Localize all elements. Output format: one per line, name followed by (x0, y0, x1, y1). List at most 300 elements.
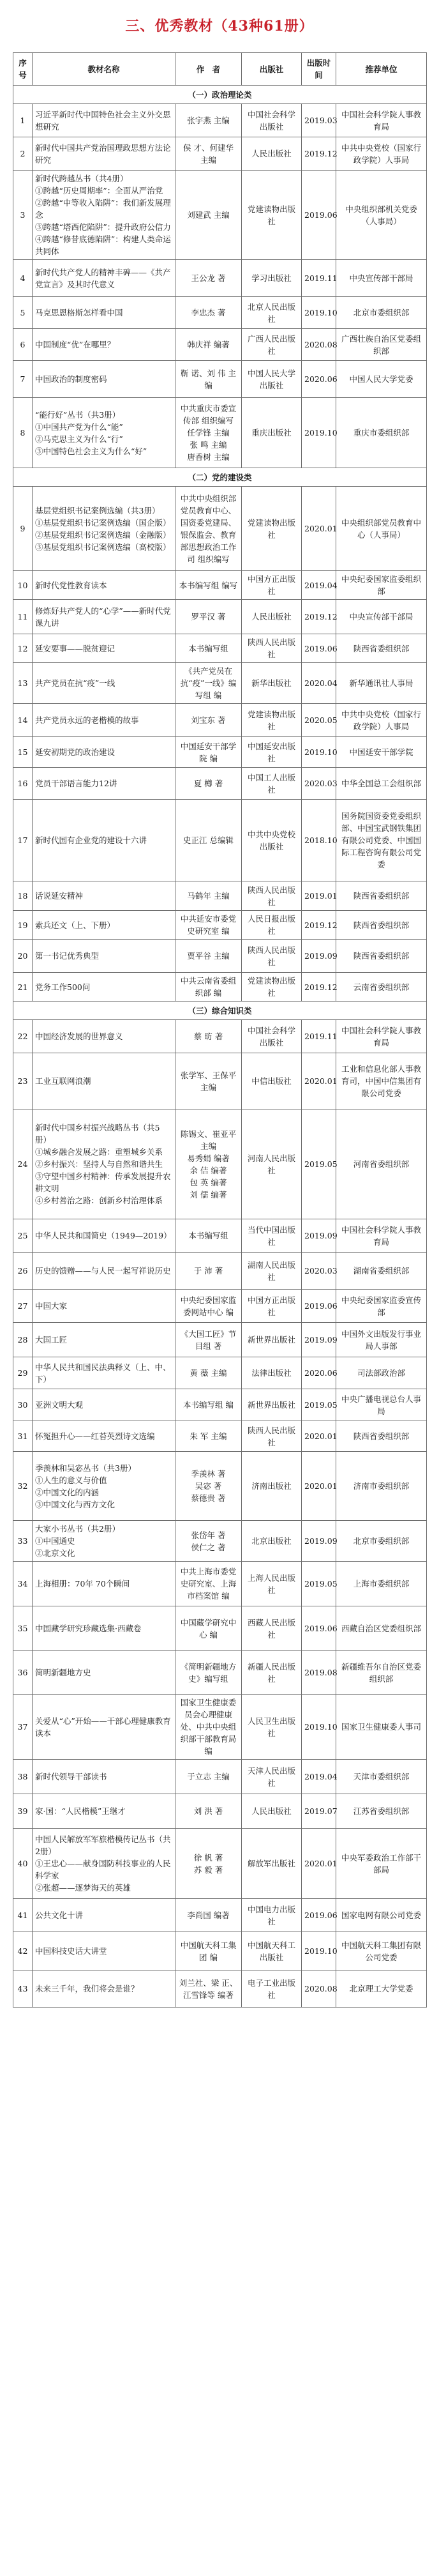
cell-no: 25 (13, 1219, 33, 1253)
cell-author: 徐 帆 著 苏 毅 著 (175, 1829, 242, 1899)
cell-author: 张学军、王保平 主编 (175, 1053, 242, 1109)
cell-name: 关爱从“心”开始——干部心理健康教育读本 (33, 1695, 175, 1760)
cell-date: 2019.01 (302, 881, 336, 911)
cell-recommender: 北京理工大学党委 (336, 1970, 427, 2008)
cell-date: 2020.01 (302, 1829, 336, 1899)
cell-recommender: 北京市委组织部 (336, 1521, 427, 1562)
cell-name: 上海相册：70年 70个瞬间 (33, 1562, 175, 1606)
table-row (13, 704, 427, 737)
cell-name: 中国科技史话大讲堂 (33, 1932, 175, 1970)
cell-no: 43 (13, 1970, 33, 2008)
cell-date: 2019.09 (302, 1219, 336, 1253)
section-label: （三）综合知识类 (13, 1002, 427, 1020)
table-row (13, 1521, 427, 1562)
cell-author: 夏 樽 著 (175, 768, 242, 800)
cell-author: 陈锡文、崔亚平 主编 易秀娟 编著 余 佶 编著 包 英 编著 刘 儒 编著 (175, 1109, 242, 1219)
books-table (13, 52, 427, 2008)
cell-publisher: 人民出版社 (242, 600, 302, 634)
cell-date: 2019.06 (302, 634, 336, 663)
cell-author: 中国延安干部学院 编 (175, 737, 242, 768)
cell-author: 中共上海市委党史研究室、上海市档案馆 编 (175, 1562, 242, 1606)
cell-no: 35 (13, 1606, 33, 1651)
cell-author: 刘兰社、梁 正、江雪锋等 编著 (175, 1970, 242, 2008)
cell-date: 2019.11 (302, 1020, 336, 1053)
cell-recommender: 北京市委组织部 (336, 297, 427, 329)
cell-recommender: 云南省委组织部 (336, 973, 427, 1002)
table-row (13, 1421, 427, 1452)
table-row (13, 600, 427, 634)
table-row (13, 1932, 427, 1970)
cell-recommender: 中国外文出版发行事业局人事部 (336, 1323, 427, 1357)
cell-recommender: 中央纪委国家监委宣传部 (336, 1290, 427, 1323)
cell-author: 朱 军 主编 (175, 1421, 242, 1452)
table-row (13, 297, 427, 329)
table-row (13, 171, 427, 260)
cell-recommender: 国家卫生健康委人事司 (336, 1695, 427, 1760)
cell-no: 18 (13, 881, 33, 911)
cell-date: 2020.04 (302, 663, 336, 704)
table-body (13, 86, 427, 2008)
cell-date: 2019.06 (302, 1290, 336, 1323)
cell-recommender: 中华全国总工会组织部 (336, 768, 427, 800)
table-row (13, 911, 427, 940)
cell-no: 12 (13, 634, 33, 663)
table-row (13, 1323, 427, 1357)
cell-name: 党员干部语言能力12讲 (33, 768, 175, 800)
cell-name: 第一书记优秀典型 (33, 940, 175, 973)
table-row (13, 973, 427, 1002)
cell-recommender: 新疆维吾尔自治区党委组织部 (336, 1651, 427, 1695)
cell-publisher: 党建读物出版社 (242, 704, 302, 737)
cell-no: 7 (13, 361, 33, 398)
cell-author: 张宇燕 主编 (175, 104, 242, 137)
cell-author: 靳 诺、刘 伟 主编 (175, 361, 242, 398)
cell-no: 26 (13, 1253, 33, 1290)
cell-publisher: 党建读物出版社 (242, 171, 302, 260)
cell-no: 33 (13, 1521, 33, 1562)
cell-author: 中共中央组织部党员教育中心、国资委党建局、银保监会、教育部思想政治工作司 组织编写 (175, 487, 242, 571)
cell-name: 新时代中国共产党治国理政思想方法论研究 (33, 137, 175, 171)
cell-author: 刘建武 主编 (175, 171, 242, 260)
cell-name: 简明新疆地方史 (33, 1651, 175, 1695)
table-row (13, 1695, 427, 1760)
cell-date: 2019.10 (302, 1932, 336, 1970)
cell-recommender: 陕西省委组织部 (336, 1421, 427, 1452)
cell-author: 本书编写组 (175, 634, 242, 663)
cell-name: 共产党员永远的老楷模的故事 (33, 704, 175, 737)
cell-recommender: 上海市委组织部 (336, 1562, 427, 1606)
cell-author: 马鹤年 主编 (175, 881, 242, 911)
header-publisher: 出版社 (242, 53, 302, 86)
table-row (13, 137, 427, 171)
table-row (13, 1760, 427, 1794)
cell-name: 话说延安精神 (33, 881, 175, 911)
cell-date: 2019.05 (302, 1389, 336, 1421)
cell-name: 新时代中国乡村振兴战略丛书（共5册） ①城乡融合发展之路：重塑城乡关系 ②乡村振兴：坚持人与自然和谐共生 ③守望中国乡村精神：传承发展提升农耕文明 ④乡村善治之路：创新乡村治理体系 (33, 1109, 175, 1219)
cell-publisher: 陕西人民出版社 (242, 1421, 302, 1452)
cell-no: 40 (13, 1829, 33, 1899)
cell-no: 8 (13, 398, 33, 468)
cell-no: 28 (13, 1323, 33, 1357)
cell-name: 习近平新时代中国特色社会主义外交思想研究 (33, 104, 175, 137)
cell-date: 2019.08 (302, 1651, 336, 1695)
cell-author: 韩庆祥 编著 (175, 329, 242, 361)
cell-no: 41 (13, 1899, 33, 1932)
cell-publisher: 电子工业出版社 (242, 1970, 302, 2008)
table-row (13, 1290, 427, 1323)
cell-name: 中国制度“优”在哪里？ (33, 329, 175, 361)
cell-author: 本书编写组 编写 (175, 571, 242, 600)
cell-recommender: 中国人民大学党委 (336, 361, 427, 398)
cell-date: 2020.01 (302, 1452, 336, 1521)
cell-recommender: 中国社会科学院人事教育局 (336, 1020, 427, 1053)
cell-author: 《共产党员在抗“疫”一线》编写组 编 (175, 663, 242, 704)
cell-author: 贾平谷 主编 (175, 940, 242, 973)
table-row (13, 1109, 427, 1219)
section-label: （二）党的建设类 (13, 468, 427, 487)
cell-publisher: 西藏人民出版社 (242, 1606, 302, 1651)
cell-name: 党务工作500问 (33, 973, 175, 1002)
cell-author: 中央纪委国家监委网站中心 编 (175, 1290, 242, 1323)
table-row (13, 487, 427, 571)
cell-no: 21 (13, 973, 33, 1002)
cell-name: 中国藏学研究珍藏选集·西藏卷 (33, 1606, 175, 1651)
cell-recommender: 中国延安干部学院 (336, 737, 427, 768)
cell-publisher: 广西人民出版社 (242, 329, 302, 361)
cell-date: 2018.10 (302, 800, 336, 881)
cell-date: 2020.06 (302, 361, 336, 398)
cell-recommender: 中央广播电视总台人事局 (336, 1389, 427, 1421)
cell-name: 大家小书丛书（共2册） ①中国通史 ②北京文化 (33, 1521, 175, 1562)
cell-date: 2019.10 (302, 297, 336, 329)
cell-no: 5 (13, 297, 33, 329)
cell-name: 新时代党性教育读本 (33, 571, 175, 600)
cell-date: 2020.01 (302, 1053, 336, 1109)
cell-name: 新时代国有企业党的建设十六讲 (33, 800, 175, 881)
cell-name: 家·国：“人民楷模”王继才 (33, 1794, 175, 1829)
section-label: （一）政治理论类 (13, 86, 427, 104)
cell-publisher: 天津人民出版社 (242, 1760, 302, 1794)
cell-no: 37 (13, 1695, 33, 1760)
table-row (13, 940, 427, 973)
cell-date: 2019.04 (302, 571, 336, 600)
cell-no: 29 (13, 1357, 33, 1389)
cell-date: 2019.09 (302, 940, 336, 973)
table-row (13, 1389, 427, 1421)
cell-name: 中华人民共和国简史（1949—2019） (33, 1219, 175, 1253)
cell-publisher: 中国方正出版社 (242, 1290, 302, 1323)
cell-no: 42 (13, 1932, 33, 1970)
cell-publisher: 中国社会科学出版社 (242, 104, 302, 137)
cell-author: 刘 洪 著 (175, 1794, 242, 1829)
cell-author: 本书编写组 编 (175, 1389, 242, 1421)
table-row (13, 104, 427, 137)
header-author: 作 者 (175, 53, 242, 86)
table-row (13, 571, 427, 600)
cell-recommender: 河南省委组织部 (336, 1109, 427, 1219)
cell-name: 历史的馈赠——与人民一起写祥说历史 (33, 1253, 175, 1290)
cell-recommender: 重庆市委组织部 (336, 398, 427, 468)
header-no: 序号 (13, 53, 33, 86)
cell-name: 工业互联网浪潮 (33, 1053, 175, 1109)
cell-name: “能行好”丛书（共3册） ①中国共产党为什么“能” ②马克思主义为什么“行” ③中国特色社会主义为什么“好” (33, 398, 175, 468)
table-row (13, 1452, 427, 1521)
cell-no: 22 (13, 1020, 33, 1053)
cell-date: 2020.08 (302, 1970, 336, 2008)
table-row (13, 800, 427, 881)
cell-recommender: 湖南省委组织部 (336, 1253, 427, 1290)
section-row (13, 86, 427, 104)
cell-no: 3 (13, 171, 33, 260)
cell-publisher: 中国航天科工出版社 (242, 1932, 302, 1970)
cell-no: 27 (13, 1290, 33, 1323)
cell-publisher: 陕西人民出版社 (242, 634, 302, 663)
cell-publisher: 陕西人民出版社 (242, 940, 302, 973)
cell-recommender: 济南市委组织部 (336, 1452, 427, 1521)
table-row (13, 329, 427, 361)
cell-publisher: 新华出版社 (242, 663, 302, 704)
cell-recommender: 工业和信息化部人事教育司，中国中信集团有限公司党委 (336, 1053, 427, 1109)
cell-author: 本书编写组 (175, 1219, 242, 1253)
table-row (13, 881, 427, 911)
table-row (13, 1970, 427, 2008)
cell-recommender: 西藏自治区党委组织部 (336, 1606, 427, 1651)
cell-publisher: 中国工人出版社 (242, 768, 302, 800)
header-name: 教材名称 (33, 53, 175, 86)
cell-author: 中共重庆市委宣传部 组织编写 任学锋 主编 张 鸣 主编 唐香树 主编 (175, 398, 242, 468)
cell-author: 罗平汉 著 (175, 600, 242, 634)
cell-author: 中共延安市委党史研究室 编 (175, 911, 242, 940)
cell-name: 索兵还文（上、下册） (33, 911, 175, 940)
cell-publisher: 人民出版社 (242, 1794, 302, 1829)
cell-name: 公共文化十讲 (33, 1899, 175, 1932)
header-recommender: 推荐单位 (336, 53, 427, 86)
cell-author: 侯 才、何建华 主编 (175, 137, 242, 171)
section-row (13, 468, 427, 487)
cell-author: 国家卫生健康委员会心理健康处、中共中央组织部干部教育局 编 (175, 1695, 242, 1760)
table-row (13, 1829, 427, 1899)
cell-name: 中国人民解放军军旅楷模传记丛书（共2册） ①王忠心——献身国防科技事业的人民科学家 ②张超——逐梦海天的英雄 (33, 1829, 175, 1899)
cell-date: 2019.10 (302, 737, 336, 768)
table-row (13, 1020, 427, 1053)
table-row (13, 1053, 427, 1109)
cell-date: 2019.07 (302, 1794, 336, 1829)
cell-name: 新时代共产党人的精神丰碑——《共产党宣言》及其时代意义 (33, 260, 175, 297)
table-row (13, 663, 427, 704)
cell-author: 蔡 昉 著 (175, 1020, 242, 1053)
cell-no: 11 (13, 600, 33, 634)
cell-publisher: 中国人民大学出版社 (242, 361, 302, 398)
cell-no: 14 (13, 704, 33, 737)
cell-recommender: 新华通讯社人事局 (336, 663, 427, 704)
cell-no: 19 (13, 911, 33, 940)
cell-name: 共产党员在抗“疫”一线 (33, 663, 175, 704)
cell-author: 中国藏学研究中心 编 (175, 1606, 242, 1651)
cell-name: 中国经济发展的世界意义 (33, 1020, 175, 1053)
cell-publisher: 陕西人民出版社 (242, 881, 302, 911)
cell-recommender: 广西壮族自治区党委组织部 (336, 329, 427, 361)
cell-no: 17 (13, 800, 33, 881)
cell-publisher: 当代中国出版社 (242, 1219, 302, 1253)
cell-recommender: 国务院国资委党委组织部、中国宝武钢铁集团有限公司党委、中国国际工程咨询有限公司党委 (336, 800, 427, 881)
cell-name: 马克思恩格斯怎样看中国 (33, 297, 175, 329)
cell-recommender: 天津市委组织部 (336, 1760, 427, 1794)
cell-recommender: 中央组织部党员教育中心（人事局） (336, 487, 427, 571)
cell-date: 2019.06 (302, 1606, 336, 1651)
table-row (13, 737, 427, 768)
cell-date: 2020.01 (302, 1421, 336, 1452)
table-row (13, 398, 427, 468)
page-title: 三、优秀教材（43种61册） (125, 18, 314, 34)
section-row (13, 1002, 427, 1020)
cell-no: 2 (13, 137, 33, 171)
cell-name: 大国工匠 (33, 1323, 175, 1357)
cell-author: 李忠杰 著 (175, 297, 242, 329)
cell-publisher: 上海人民出版社 (242, 1562, 302, 1606)
cell-recommender: 中央宣传部干部局 (336, 600, 427, 634)
cell-recommender: 中国社会科学院人事教育局 (336, 104, 427, 137)
cell-publisher: 中国方正出版社 (242, 571, 302, 600)
table-row (13, 634, 427, 663)
cell-date: 2019.03 (302, 104, 336, 137)
table-row (13, 1219, 427, 1253)
cell-date: 2019.06 (302, 1899, 336, 1932)
cell-recommender: 国家电网有限公司党委 (336, 1899, 427, 1932)
cell-no: 38 (13, 1760, 33, 1794)
cell-date: 2019.09 (302, 1323, 336, 1357)
table-row (13, 1794, 427, 1829)
table-row (13, 361, 427, 398)
cell-recommender: 中央宣传部干部局 (336, 260, 427, 297)
cell-no: 20 (13, 940, 33, 973)
cell-publisher: 新世界出版社 (242, 1389, 302, 1421)
header-row (13, 53, 427, 86)
cell-no: 16 (13, 768, 33, 800)
table-row (13, 1253, 427, 1290)
cell-author: 王公龙 著 (175, 260, 242, 297)
cell-recommender: 司法部政治部 (336, 1357, 427, 1389)
cell-publisher: 人民日报出版社 (242, 911, 302, 940)
cell-no: 6 (13, 329, 33, 361)
cell-author: 中共云南省委组织部 编 (175, 973, 242, 1002)
cell-publisher: 湖南人民出版社 (242, 1253, 302, 1290)
cell-name: 中国政治的制度密码 (33, 361, 175, 398)
cell-author: 《大国工匠》节目组 著 (175, 1323, 242, 1357)
cell-publisher: 中共中央党校出版社 (242, 800, 302, 881)
table-row (13, 1562, 427, 1606)
cell-date: 2019.12 (302, 137, 336, 171)
cell-recommender: 中央军委政治工作部干部局 (336, 1829, 427, 1899)
table-row (13, 1651, 427, 1695)
cell-date: 2019.12 (302, 600, 336, 634)
cell-no: 4 (13, 260, 33, 297)
cell-name: 新时代跨越丛书（共4册） ①跨越“历史周期率”：全面从严治党 ②跨越“中等收入陷阱”：我们新发展理念 ③跨越“塔西佗陷阱”：提升政府公信力 ④跨越“修昔底德陷阱”：构建人类命运共同体 (33, 171, 175, 260)
cell-publisher: 党建读物出版社 (242, 487, 302, 571)
cell-name: 延安要事——脱贫迎记 (33, 634, 175, 663)
cell-publisher: 中国社会科学出版社 (242, 1020, 302, 1053)
cell-name: 季羡林和吴宓丛书（共3册） ①人生的意义与价值 ②中国文化的内涵 ③中国文化与西方文化 (33, 1452, 175, 1521)
cell-date: 2019.10 (302, 398, 336, 468)
cell-no: 24 (13, 1109, 33, 1219)
cell-publisher: 中国电力出版社 (242, 1899, 302, 1932)
cell-name: 未来三千年，我们将会是谁？ (33, 1970, 175, 2008)
cell-no: 32 (13, 1452, 33, 1521)
cell-author: 黄 薇 主编 (175, 1357, 242, 1389)
cell-publisher: 重庆出版社 (242, 398, 302, 468)
cell-date: 2020.05 (302, 704, 336, 737)
cell-publisher: 学习出版社 (242, 260, 302, 297)
cell-recommender: 中央纪委国家监委组织部 (336, 571, 427, 600)
cell-date: 2019.05 (302, 1562, 336, 1606)
cell-recommender: 陕西省委组织部 (336, 634, 427, 663)
cell-date: 2019.05 (302, 1109, 336, 1219)
cell-no: 13 (13, 663, 33, 704)
cell-no: 30 (13, 1389, 33, 1421)
cell-name: 新时代领导干部读书 (33, 1760, 175, 1794)
table-row (13, 1357, 427, 1389)
cell-date: 2019.04 (302, 1760, 336, 1794)
cell-recommender: 陕西省委组织部 (336, 940, 427, 973)
cell-name: 延安初期党的政治建设 (33, 737, 175, 768)
cell-name: 怀冤担升心——红苔英烈诗文选编 (33, 1421, 175, 1452)
cell-date: 2019.06 (302, 171, 336, 260)
cell-author: 中国航天科工集团 编 (175, 1932, 242, 1970)
cell-no: 36 (13, 1651, 33, 1695)
cell-name: 修炼好共产党人的“心学”——新时代党课九讲 (33, 600, 175, 634)
cell-author: 史正江 总编辑 (175, 800, 242, 881)
cell-author: 于 沛 著 (175, 1253, 242, 1290)
cell-publisher: 新世界出版社 (242, 1323, 302, 1357)
cell-recommender: 中央组织部机关党委（人事局） (336, 171, 427, 260)
cell-no: 1 (13, 104, 33, 137)
cell-date: 2019.12 (302, 973, 336, 1002)
cell-no: 34 (13, 1562, 33, 1606)
cell-publisher: 中信出版社 (242, 1053, 302, 1109)
cell-date: 2020.03 (302, 768, 336, 800)
table-row (13, 1899, 427, 1932)
cell-recommender: 中国社会科学院人事教育局 (336, 1219, 427, 1253)
cell-publisher: 河南人民出版社 (242, 1109, 302, 1219)
cell-author: 《简明新疆地方史》编写组 (175, 1651, 242, 1695)
cell-author: 张岱年 著 侯仁之 著 (175, 1521, 242, 1562)
cell-publisher: 党建读物出版社 (242, 973, 302, 1002)
cell-publisher: 北京出版社 (242, 1521, 302, 1562)
cell-author: 刘宝东 著 (175, 704, 242, 737)
cell-recommender: 中共中央党校（国家行政学院）人事局 (336, 137, 427, 171)
cell-author: 李尚国 编著 (175, 1899, 242, 1932)
header-date: 出版时间 (302, 53, 336, 86)
cell-date: 2020.06 (302, 1357, 336, 1389)
cell-no: 31 (13, 1421, 33, 1452)
table-row (13, 768, 427, 800)
cell-name: 基层党组织书记案例选编（共3册） ①基层党组织书记案例选编（国企版） ②基层党组织书记案例选编（金融版） ③基层党组织书记案例选编（高校版） (33, 487, 175, 571)
cell-date: 2020.01 (302, 487, 336, 571)
cell-author: 于立志 主编 (175, 1760, 242, 1794)
table-row (13, 1606, 427, 1651)
cell-recommender: 中共中央党校（国家行政学院）人事局 (336, 704, 427, 737)
cell-name: 亚洲文明大观 (33, 1389, 175, 1421)
cell-recommender: 陕西省委组织部 (336, 881, 427, 911)
cell-author: 季羡林 著 吴宓 著 蔡德贵 著 (175, 1452, 242, 1521)
cell-publisher: 法律出版社 (242, 1357, 302, 1389)
cell-date: 2019.10 (302, 1695, 336, 1760)
cell-date: 2020.03 (302, 1253, 336, 1290)
cell-recommender: 江苏省委组织部 (336, 1794, 427, 1829)
cell-no: 23 (13, 1053, 33, 1109)
cell-recommender: 陕西省委组织部 (336, 911, 427, 940)
cell-publisher: 人民卫生出版社 (242, 1695, 302, 1760)
table-row (13, 260, 427, 297)
